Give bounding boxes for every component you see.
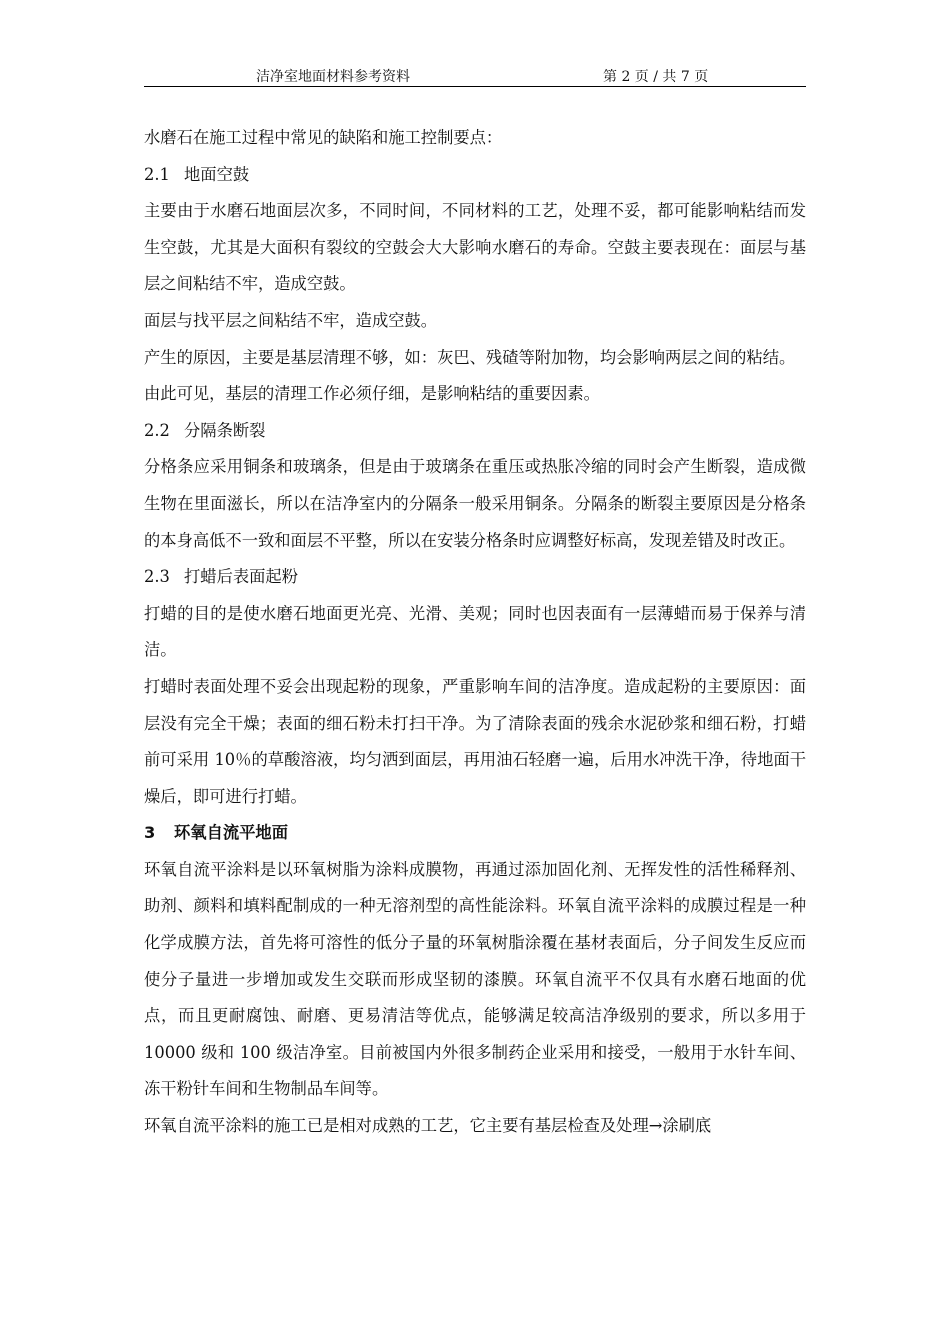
- paragraph: 打蜡的目的是使水磨石地面更光亮、光滑、美观；同时也因表面有一层薄蜡而易于保养与清洁。: [144, 603, 806, 660]
- page-header: [144, 62, 806, 87]
- section-title: 地面空鼓: [184, 164, 250, 184]
- paragraph: 主要由于水磨石地面层次多，不同时间，不同材料的工艺，处理不妥，都可能影响粘结而发生空鼓，尤其是大面积有裂纹的空鼓会大大影响水磨石的寿命。空鼓主要表现在：面层与基层之间粘结不牢，造成空鼓。: [144, 201, 806, 294]
- section-number: 2.2: [144, 420, 170, 440]
- paragraph: 面层与找平层之间粘结不牢，造成空鼓。: [144, 310, 438, 330]
- section-number: 2.1: [144, 164, 170, 184]
- paragraph: 分格条应采用铜条和玻璃条，但是由于玻璃条在重压或热胀冷缩的同时会产生断裂，造成微生物在里面滋长，所以在洁净室内的分隔条一般采用铜条。分隔条的断裂主要原因是分格条的本身高低不一致和面层不平整，所以在安装分格条时应调整好标高，发现差错及时改正。: [144, 457, 806, 550]
- paragraph: 产生的原因，主要是基层清理不够，如：灰巴、残碴等附加物，均会影响两层之间的粘结。: [144, 347, 796, 367]
- paragraph: 打蜡时表面处理不妥会出现起粉的现象，严重影响车间的洁净度。造成起粉的主要原因：面层没有完全干燥；表面的细石粉未打扫干净。为了清除表面的残余水泥砂浆和细石粉，打蜡前可采用 10％的草酸溶液，均匀洒到面层，再用油石轻磨一遍，后用水冲洗干净，待地面干燥后，即可进行打蜡。: [144, 676, 806, 806]
- header-title: 洁净室地面材料参考资料: [256, 69, 410, 85]
- section-heading-3: [144, 815, 806, 852]
- section-heading-2-3: [144, 559, 806, 596]
- paragraph: 环氧自流平涂料的施工已是相对成熟的工艺，它主要有基层检查及处理→涂刷底: [144, 1116, 712, 1136]
- page-number: 第 2 页 / 共 7 页: [603, 69, 709, 85]
- document-body: [144, 120, 806, 1145]
- section-heading-2-2: [144, 413, 806, 450]
- paragraph: 由此可见，基层的清理工作必须仔细，是影响粘结的重要因素。: [144, 384, 600, 404]
- intro-paragraph: 水磨石在施工过程中常见的缺陷和施工控制要点：: [144, 128, 503, 147]
- section-number: 2.3: [144, 567, 170, 587]
- section-number: 3: [144, 823, 156, 843]
- section-title: 打蜡后表面起粉: [184, 567, 298, 587]
- section-title: 环氧自流平地面: [174, 823, 288, 843]
- section-heading-2-1: [144, 157, 806, 194]
- paragraph: 环氧自流平涂料是以环氧树脂为涂料成膜物，再通过添加固化剂、无挥发性的活性稀释剂、助剂、颜料和填料配制成的一种无溶剂型的高性能涂料。环氧自流平涂料的成膜过程是一种化学成膜方法，首先将可溶性的低分子量的环氧树脂涂覆在基材表面后，分子间发生反应而使分子量进一步增加或发生交联而形成坚韧的漆膜。环氧自流平不仅具有水磨石地面的优点，而且更耐腐蚀、耐磨、更易清洁等优点，能够满足较高洁净级别的要求，所以多用于 10000 级和 100 级洁净室。目前被国内外很多制药企业采用和接受，一般用于水针车间、冻干粉针车间和生物制品车间等。: [144, 859, 806, 1099]
- section-title: 分隔条断裂: [184, 420, 266, 440]
